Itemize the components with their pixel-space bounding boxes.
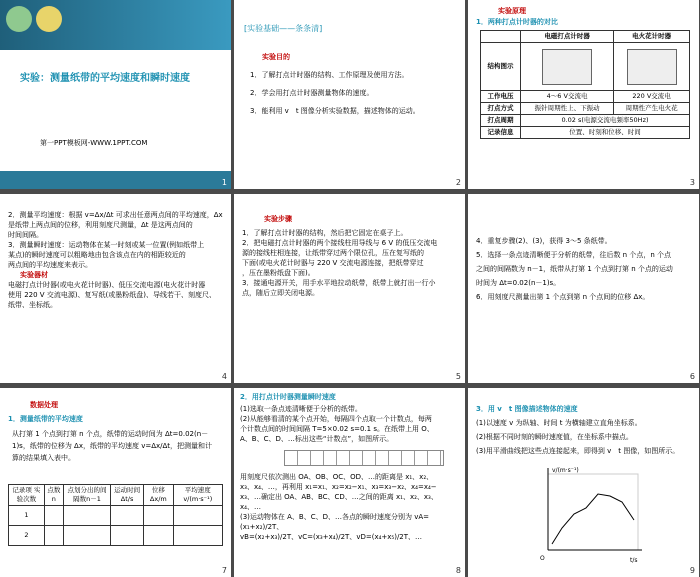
cell: 220 V交流电 — [614, 91, 690, 103]
slide-3[interactable] — [468, 0, 699, 189]
header-cell: 平均速度v/(m·s⁻¹) — [173, 485, 222, 506]
vt-curve — [552, 494, 634, 544]
text-block — [240, 472, 462, 542]
subheading: 1．两种打点计时器的对比 — [476, 18, 558, 26]
spark-timer-diagram — [614, 43, 690, 91]
text-line: 时间间隔。 — [8, 231, 43, 239]
slide-number: 8 — [455, 566, 461, 575]
cell: 振针周期性上、下振动 — [521, 103, 614, 115]
text-block — [476, 234, 696, 304]
slide-number: 4 — [221, 372, 227, 381]
header-cell: 点数 n — [44, 485, 63, 506]
row-label: 打点方式 — [481, 103, 521, 115]
header-cell: 运动时间Δt/s — [111, 485, 144, 506]
row-label: 工作电压 — [481, 91, 521, 103]
results-table — [8, 484, 223, 546]
cell[interactable] — [63, 506, 110, 526]
cell[interactable] — [144, 506, 174, 526]
cell[interactable] — [173, 526, 222, 546]
text-line: 是纸带上两点间的位移，利用刻度尺测量，Δt 是这两点间的 — [8, 221, 193, 229]
header-cell: 电磁打点计时器 — [521, 31, 614, 43]
origin-label: O — [540, 555, 545, 562]
text-line: 1．了解打点计时器的结构，然后把它固定在桌子上。 — [242, 229, 408, 237]
text-line: 某点)的瞬时速度可以粗略地由包含该点在内的相距较近的 — [8, 251, 186, 259]
deck-title: 实验：测量纸带的平均速度和瞬时速度 — [20, 73, 190, 84]
electromagnetic-timer-diagram — [521, 43, 614, 91]
timer-comparison-table — [480, 30, 690, 139]
text-line: 5．选择一条点迹清晰便于分析的纸带，往后数 n 个点，n 个点 — [476, 251, 672, 259]
header-cell: 电火花计时器 — [614, 31, 690, 43]
text-line: (3)用平滑曲线把这些点连接起来，即得到 v t 图像，如图所示。 — [476, 447, 680, 455]
leaf-icon — [6, 6, 32, 32]
cell[interactable] — [44, 526, 63, 546]
text-line: ，压在墨粉纸盘下面)。 — [242, 269, 315, 277]
text-line: 2．把电磁打点计时器的两个接线柱用导线与 6 V 的低压交流电 — [242, 239, 438, 247]
text-block — [476, 402, 696, 458]
graph-grid — [548, 474, 638, 550]
text-line: vB=(x₂+x₃)/2T、vC=(x₃+x₄)/2T、vD=(x₄+x₅)/2T、… — [240, 533, 423, 541]
text-line: 2．测量平均速度：根据 v=Δx/Δt 可求出任意两点间的平均速度，Δx — [8, 211, 223, 219]
text-line: 用刻度尺依次测出 OA、OB、OC、OD、…的距离是 x₁、x₂、 — [240, 473, 434, 481]
cell: 4～6 V交流电 — [521, 91, 614, 103]
cell: 0.02 s(电源交流电频率50Hz) — [521, 115, 690, 127]
text-line: 时间为 Δt=0.02(n－1)s。 — [476, 279, 561, 287]
slide-number: 1 — [221, 178, 227, 187]
text-line: 从打第 1 个点到打第 n 个点，纸带的运动时间为 Δt=0.02(n－ — [12, 430, 209, 438]
header-cell: 位移Δx/m — [144, 485, 174, 506]
slide-number: 7 — [221, 566, 227, 575]
text-line: 点，随后立即关闭电源。 — [242, 289, 319, 297]
slide-9[interactable] — [468, 388, 699, 577]
flower-icon — [36, 6, 62, 32]
text-line: 6．用刻度尺测量出第 1 个点到第 n 个点间的位移 Δx。 — [476, 293, 650, 301]
text-line: 使用 220 V 交流电源)、复写纸(或墨粉纸盘)、导线若干、刻度尺、 — [8, 291, 217, 299]
cell[interactable] — [111, 526, 144, 546]
slide-number: 9 — [689, 566, 695, 575]
text-line: A、B、C、D、…标出这些“计数点”，如图所示。 — [240, 435, 394, 443]
text-line: 4．重复步骤(2)、(3)，获得 3～5 条纸带。 — [476, 237, 612, 245]
subheading: 3．用 v t 图像描述物体的速度 — [476, 405, 578, 413]
objective-3: 3．能利用 v t 图像分析实验数据，描述物体的运动。 — [250, 107, 420, 115]
text-line: x₄、… — [240, 503, 261, 511]
slide-1[interactable] — [0, 0, 231, 189]
text-line: x₃、x₄、…，再利用 x₁=x₁、x₂=x₂−x₁、x₃=x₃−x₂、x₄=x₄− — [240, 483, 437, 491]
slide-7[interactable] — [0, 388, 231, 577]
row-label: 记录信息 — [481, 127, 521, 139]
text-block — [12, 428, 227, 464]
text-line: 源的接线柱相连接，让纸带穿过两个限位孔，压在复写纸的 — [242, 249, 424, 257]
text-line: (2)根据不同时刻的瞬时速度值，在坐标系中描点。 — [476, 433, 633, 441]
row-label: 结构图示 — [481, 43, 521, 91]
template-site: 第一PPT模板网-WWW.1PPT.COM — [40, 139, 148, 147]
cell[interactable] — [111, 506, 144, 526]
section-title: 实验目的 — [262, 53, 290, 61]
text-line: 下面(或电火花计时器与 220 V 交流电源连接，把纸带穿过 — [242, 259, 424, 267]
slide-2[interactable] — [234, 0, 465, 189]
text-line: 3．接通电源开关，用手水平地拉动纸带，纸带上就打出一行小 — [242, 279, 436, 287]
cell: 位置、时刻和位移、时间 — [521, 127, 690, 139]
slide-number: 3 — [689, 178, 695, 187]
cell: 周期性产生电火花 — [614, 103, 690, 115]
text-line: (1)选取一条点迹清晰便于分析的纸带。 — [240, 405, 362, 413]
row-label: 1 — [9, 506, 45, 526]
header-cell — [481, 31, 521, 43]
section-title: 数据处理 — [30, 401, 58, 409]
text-line: (2)从能够看清的某个点开始，每隔四个点取一个计数点，每两 — [240, 415, 432, 423]
text-block — [240, 404, 462, 444]
subheading: 2．用打点计时器测量瞬时速度 — [240, 393, 336, 401]
section-header: [实验基础——条条清] — [244, 24, 323, 33]
text-line: 两点间的平均速度来表示。 — [8, 261, 92, 269]
slide-8[interactable] — [234, 388, 465, 577]
text-line: 1)s，纸带的位移为 Δx，纸带的平均速度 v=Δx/Δt，把测量和计 — [12, 442, 213, 450]
objective-2: 2．学会用打点计时器测量物体的速度。 — [250, 89, 374, 97]
title-banner — [0, 0, 231, 50]
slide-6[interactable] — [468, 194, 699, 383]
x-axis-label: t/s — [630, 557, 638, 564]
text-line: x₃、…确定出 OA、AB、BC、CD、…之间的距离 x₁、x₂、x₃、 — [240, 493, 438, 501]
slide-5[interactable] — [234, 194, 465, 383]
slide-footer — [0, 171, 231, 189]
slide-number: 5 — [455, 372, 461, 381]
vt-graph — [538, 464, 648, 569]
slide-number: 2 — [455, 178, 461, 187]
row-label: 打点周期 — [481, 115, 521, 127]
text-line: 电磁打点计时器(或电火花计时器)、低压交流电源(电火花计时器 — [8, 281, 206, 289]
text-block — [242, 228, 462, 298]
section-title: 实验原理 — [498, 7, 526, 15]
cell[interactable] — [44, 506, 63, 526]
text-block — [8, 210, 228, 310]
objective-1: 1．了解打点计时器的结构、工作原理及使用方法。 — [250, 71, 409, 79]
slide-number: 6 — [689, 372, 695, 381]
cell[interactable] — [63, 526, 110, 546]
cell[interactable] — [173, 506, 222, 526]
tape-diagram — [284, 450, 444, 466]
section-title: 实验器材 — [20, 271, 48, 279]
text-line: 3．测量瞬时速度：运动物体在某一时刻或某一位置(例如纸带上 — [8, 241, 205, 249]
section-title: 实验步骤 — [264, 215, 292, 223]
text-line: 个计数点间的时间间隔 T=5×0.02 s=0.1 s。在纸带上用 O、 — [240, 425, 434, 433]
text-line: (3)运动物体在 A、B、C、D、…各点的瞬时速度分别为 vA=(x₁+x₂)/2T、 — [240, 513, 430, 531]
subheading: 1．测量纸带的平均速度 — [8, 415, 83, 423]
row-label: 2 — [9, 526, 45, 546]
header-cell: 记录项 实验次数 — [9, 485, 45, 506]
text-line: 之间的间隔数为 n－1，纸带从打第 1 个点到打第 n 个点的运动 — [476, 265, 673, 273]
header-cell: 点划分出的间隔数n－1 — [63, 485, 110, 506]
slide-4[interactable] — [0, 194, 231, 383]
cell[interactable] — [144, 526, 174, 546]
text-line: 纸带、坐标纸。 — [8, 301, 57, 309]
text-line: (1)以速度 v 为纵轴、时间 t 为横轴建立直角坐标系。 — [476, 419, 642, 427]
y-axis-label: v/(m·s⁻¹) — [552, 467, 579, 474]
text-line: 算的结果填入表中。 — [12, 454, 75, 462]
